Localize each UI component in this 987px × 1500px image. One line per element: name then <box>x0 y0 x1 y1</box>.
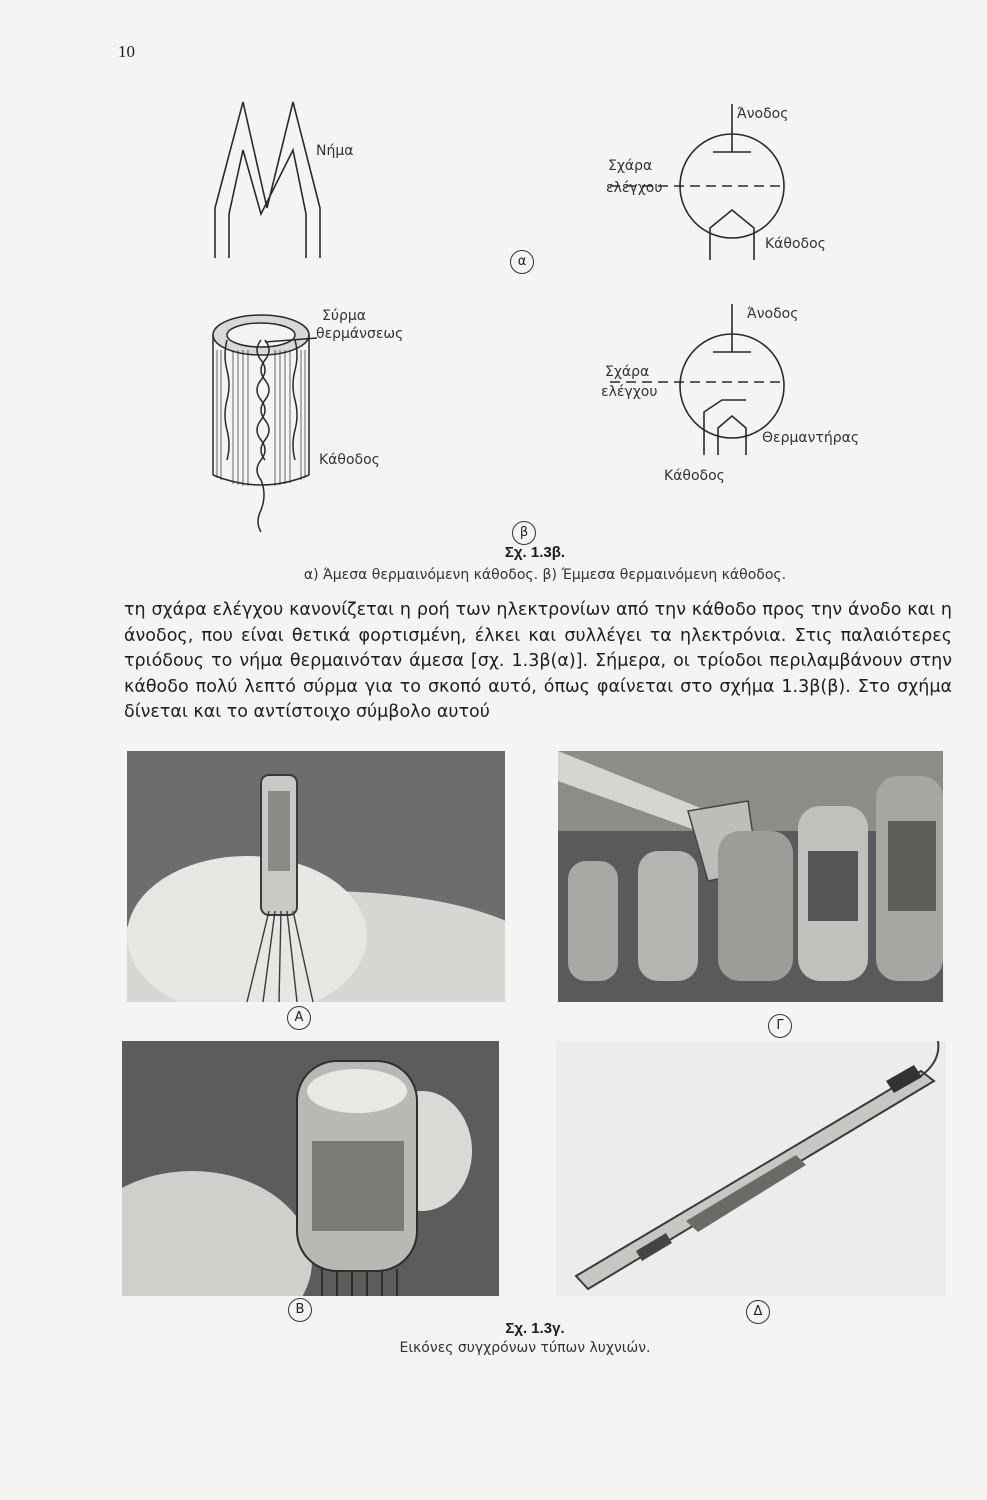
marker-photo-a: Α <box>287 1006 311 1030</box>
cathode-label-a: Κάθοδος <box>765 236 826 252</box>
heater-label-b: Θερμαντήρας <box>762 430 860 446</box>
body-paragraph-text: τη σχάρα ελέγχου κανονίζεται η ροή των ηλεκτρονίων από την κάθοδο προς την άνοδο και η άνοδος, που είναι θετικά φορτισμένη, έλκει και συλλέγει τα ηλεκτρόνια. Στις παλαιότερες τριόδους το νήμα θερμαινόταν άμεσα [σχ. 1.3β(α)]. Σήμερα, οι τρίοδοι περιλαμβάνουν στην κάθοδο πολύ λεπτό σύρμα για το σκοπό αυτό, όπως φαίνεται στο σχήμα 1.3β(β). Στο σχήμα δίνεται και το αντίστοιχο σύμβολο αυτού <box>124 600 952 722</box>
grid-label-a-1: Σχάρα <box>608 158 653 174</box>
marker-alpha: α <box>510 250 534 274</box>
anode-label-a: Άνοδος <box>737 106 789 122</box>
marker-photo-d: Δ <box>746 1300 770 1324</box>
grid-label-b-1: Σχάρα <box>605 364 650 380</box>
filament-drawing <box>205 98 335 263</box>
photo-b <box>122 1041 499 1296</box>
heater-wire-label-1: Σύρμα <box>322 308 366 324</box>
photo-b-content <box>122 1041 499 1296</box>
grid-label-a-2: ελέγχου <box>606 180 663 196</box>
cathode-label-b: Κάθοδος <box>664 468 725 484</box>
photo-d <box>556 1041 946 1296</box>
figure-1-3b-title: Σχ. 1.3β. <box>504 544 566 561</box>
page-number: 10 <box>118 42 135 61</box>
figure-1-3g-title: Σχ. 1.3γ. <box>505 1320 565 1337</box>
marker-photo-b: Β <box>288 1298 312 1322</box>
marker-beta: β <box>512 521 536 545</box>
photo-g-content <box>558 751 943 1002</box>
marker-photo-g: Γ <box>768 1014 792 1038</box>
photo-d-content <box>556 1041 946 1296</box>
cathode-cylinder-drawing <box>205 310 330 540</box>
figure-1-3b-caption: α) Άμεσα θερμαινόμενη κάθοδος. β) Έμμεσα θερμαινόμενη κάθοδος. <box>303 567 787 583</box>
figure-1-3g-caption: Εικόνες συγχρόνων τύπων λυχνιών. <box>399 1340 651 1356</box>
filament-label: Νήμα <box>316 143 354 159</box>
photo-a-content <box>127 751 505 1002</box>
grid-label-b-2: ελέγχου <box>601 384 658 400</box>
cathode-label-left: Κάθοδος <box>319 452 380 468</box>
photo-g <box>558 751 943 1002</box>
heater-wire-label-2: θερμάνσεως <box>316 326 404 342</box>
body-paragraph <box>124 598 952 726</box>
photo-a <box>127 751 505 1002</box>
anode-label-b: Άνοδος <box>747 306 799 322</box>
